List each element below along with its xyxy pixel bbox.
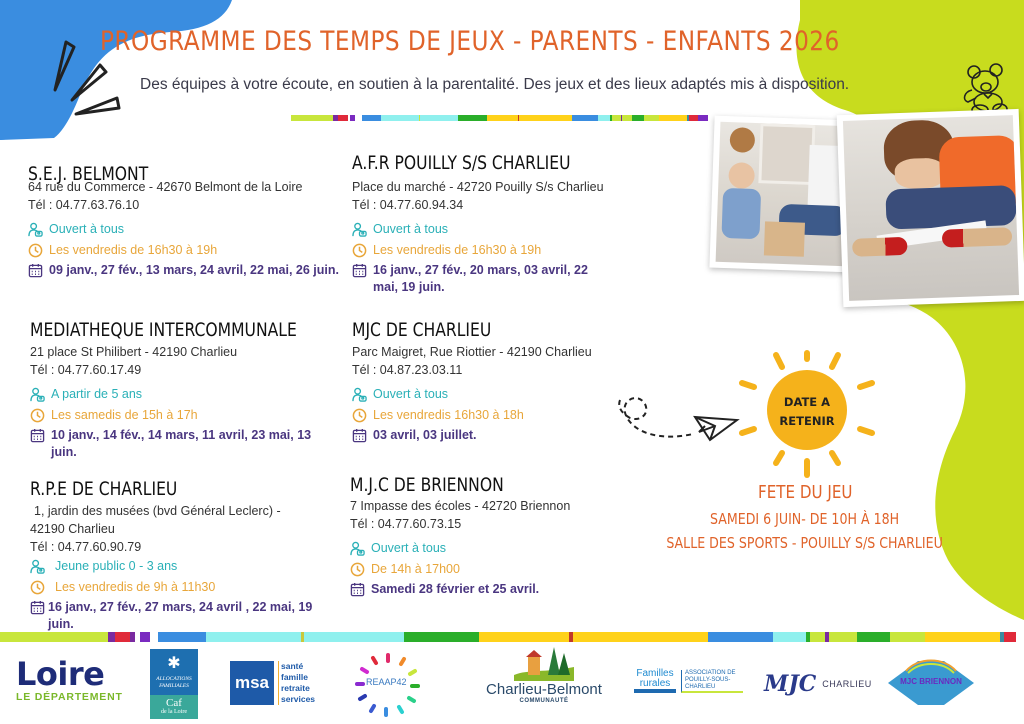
venue-phone: Tél : 04.77.60.73.15 — [350, 517, 462, 531]
person-icon — [30, 559, 45, 574]
clock-icon — [30, 580, 45, 595]
venue-public — [30, 556, 350, 576]
venue-card — [28, 163, 348, 279]
logo-mjc-briennon: MJC BRIENNON — [888, 657, 974, 709]
venue-public — [28, 219, 348, 239]
venue-address: Parc Maigret, Rue Riottier - 42190 Charlieu — [352, 345, 592, 359]
venue-card — [30, 319, 350, 461]
calendar-icon — [352, 263, 367, 278]
venue-dates-text: 16 janv., 27 fév., 20 mars, 03 avril, 22 mai, 19 juin. — [373, 263, 588, 294]
venue-public — [352, 219, 672, 239]
sun-label-line1: DATE A — [783, 395, 831, 409]
paper-plane-icon — [615, 392, 740, 452]
calendar-icon — [352, 428, 367, 443]
venue-address: 7 Impasse des écoles - 42720 Briennon — [350, 499, 571, 513]
clock-icon — [350, 562, 365, 577]
venue-public-text: A partir de 5 ans — [51, 387, 143, 401]
photo-boy-drawing — [837, 109, 1024, 307]
clock-icon — [30, 408, 45, 423]
event-place: SALLE DES SPORTS - POUILLY S/S CHARLIEU — [666, 534, 944, 552]
calendar-icon — [28, 263, 43, 278]
person-icon — [352, 387, 367, 402]
venue-hours — [30, 577, 350, 597]
venue-hours-text: Les vendredis de 16h30 à 19h — [49, 243, 218, 257]
venue-dates — [30, 598, 350, 633]
logo-msa: msa santé famille retraite services — [230, 661, 315, 705]
venue-phone: Tél : 04.77.60.17.49 — [30, 363, 142, 377]
venue-public-text: Jeune public 0 - 3 ans — [55, 559, 178, 573]
venue-hours — [352, 240, 672, 260]
venue-hours — [350, 559, 670, 579]
venue-hours-text: De 14h à 17h00 — [371, 562, 460, 576]
venue-address: Place du marché - 42720 Pouilly S/s Charlieu — [352, 180, 604, 194]
venue-name: A.F.R POUILLY S/S CHARLIEU — [352, 152, 571, 174]
logo-loire: Loire LE DÉPARTEMENT — [16, 655, 123, 703]
logo-familles-rurales: Familles rurales ASSOCIATION DE POUILLY-SOUS-CHARLIEU — [634, 669, 743, 693]
venue-dates — [28, 261, 348, 279]
footer-color-bar — [0, 632, 1024, 642]
venue-dates-text: 16 janv., 27 fév., 27 mars, 24 avril , 22 mai, 19 juin. — [48, 600, 313, 631]
venue-phone: Tél : 04.77.60.90.79 — [30, 540, 142, 554]
clock-icon — [28, 243, 43, 258]
calendar-icon — [350, 582, 365, 597]
venue-dates-text: 10 janv., 14 fév., 14 mars, 11 avril, 23 mai, 13 juin. — [51, 428, 312, 459]
date-to-remember-label — [772, 393, 842, 431]
venue-public-text: Ouvert à tous — [371, 541, 447, 555]
venue-phone: Tél : 04.77.63.76.10 — [28, 198, 140, 212]
venue-name: MEDIATHEQUE INTERCOMMUNALE — [30, 319, 297, 341]
person-icon — [30, 387, 45, 402]
person-icon — [352, 222, 367, 237]
logo-mjc-charlieu: MJC CHARLIEU — [764, 671, 872, 697]
calendar-icon — [30, 428, 45, 443]
clock-icon — [352, 243, 367, 258]
sun-label-line2: RETENIR — [779, 414, 835, 428]
logo-reaap42: REAAP42 — [352, 649, 424, 721]
event-date: SAMEDI 6 JUIN- DE 10H À 18H — [710, 510, 900, 528]
venue-hours-text: Les samedis de 15h à 17h — [51, 408, 198, 422]
venue-hours-text: Les vendredis de 9h à 11h30 — [55, 580, 216, 594]
venue-public-text: Ouvert à tous — [49, 222, 125, 236]
venue-name: M.J.C DE BRIENNON — [350, 474, 504, 496]
venue-public-text: Ouvert à tous — [373, 222, 449, 236]
page-title: PROGRAMME DES TEMPS DE JEUX - PARENTS - ENFANTS 2026 — [100, 26, 840, 57]
venue-name: MJC DE CHARLIEU — [352, 319, 492, 341]
venue-dates — [30, 426, 350, 461]
venue-name: S.E.J. BELMONT — [28, 163, 149, 185]
venue-dates-text: 09 janv., 27 fév., 13 mars, 24 avril, 22 mai, 26 juin. — [49, 263, 339, 277]
photo-baby-playing — [709, 116, 856, 273]
venue-dates-text: Samedi 28 février et 25 avril. — [371, 582, 540, 596]
venue-hours-text: Les vendredis 16h30 à 18h — [373, 408, 524, 422]
venue-address: 1, jardin des musées (bvd Général Leclerc) - — [34, 504, 281, 518]
logo-caf: ✱ ALLOCATIONS FAMILIALES Caf de la Loire — [150, 649, 198, 719]
venue-dates-text: 03 avril, 03 juillet. — [373, 428, 477, 442]
venue-public-text: Ouvert à tous — [373, 387, 449, 401]
logo-charlieu-belmont: Charlieu-Belmont COMMUNAUTÉ — [474, 645, 614, 704]
partner-logos — [0, 645, 1024, 724]
person-icon — [28, 222, 43, 237]
venue-address-line2: 42190 Charlieu — [30, 522, 115, 536]
clock-icon — [352, 408, 367, 423]
venue-address: 64 rue du Commerce - 42670 Belmont de la Loire — [28, 180, 303, 194]
venue-name: R.P.E DE CHARLIEU — [30, 478, 178, 500]
person-icon — [350, 541, 365, 556]
venue-card — [352, 152, 672, 296]
venue-phone: Tél : 04.87.23.03.11 — [352, 363, 463, 377]
venue-dates — [350, 580, 670, 598]
venue-card — [30, 478, 350, 633]
venue-hours — [30, 405, 350, 425]
tree-tower-icon — [514, 645, 574, 681]
venue-public — [30, 384, 350, 404]
venue-hours-text: Les vendredis de 16h30 à 19h — [373, 243, 542, 257]
venue-address: 21 place St Philibert - 42190 Charlieu — [30, 345, 238, 359]
venue-dates — [352, 261, 672, 296]
event-title: FETE DU JEU — [757, 482, 853, 503]
calendar-icon — [30, 600, 45, 615]
top-color-bar — [291, 115, 711, 121]
caf-family-icon: ✱ — [167, 655, 181, 672]
venue-phone: Tél : 04.77.60.94.34 — [352, 198, 464, 212]
venue-hours — [28, 240, 348, 260]
page-subtitle: Des équipes à votre écoute, en soutien à la parentalité. Des jeux et des lieux adaptés mis à disposition. — [140, 76, 850, 93]
